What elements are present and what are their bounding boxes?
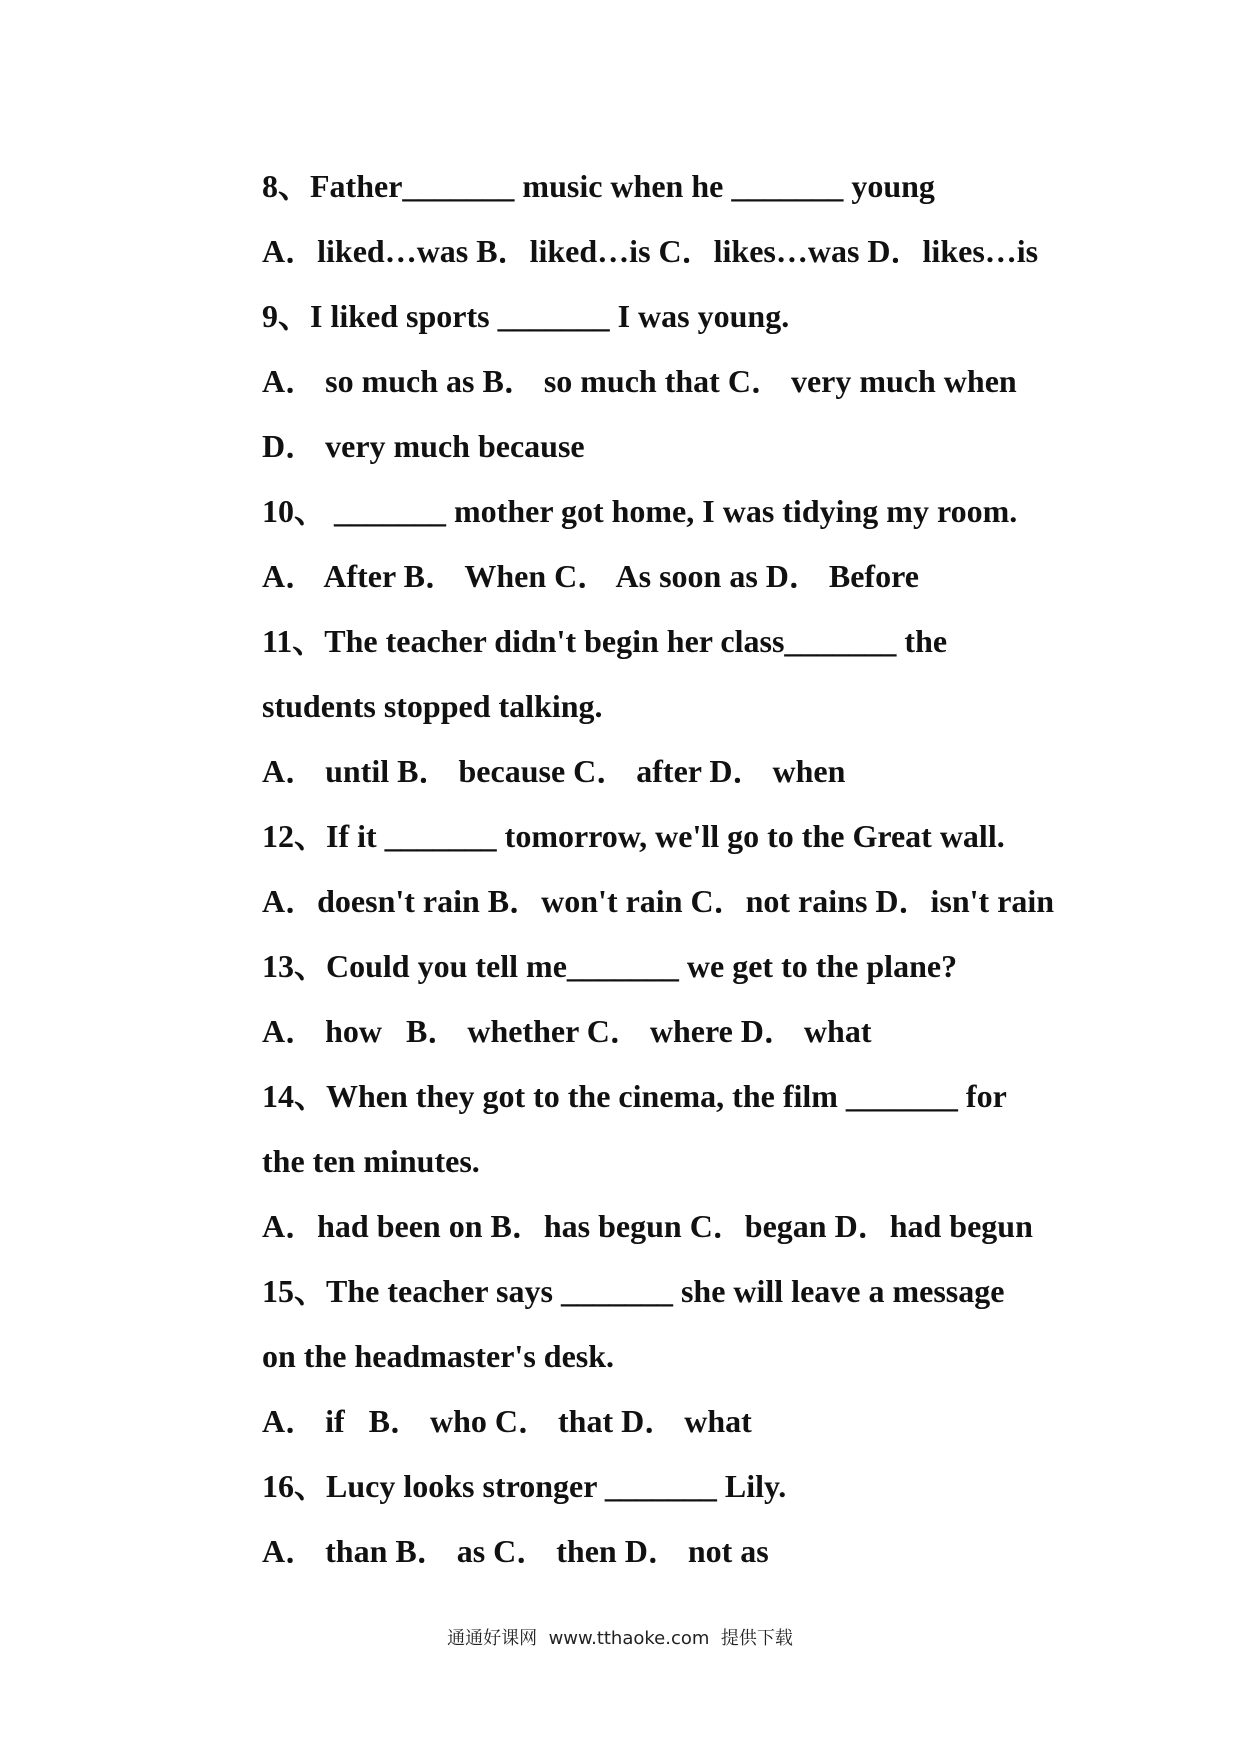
question-10-options: A． After B． When C． As soon as D． Before — [262, 558, 919, 594]
question-11-stem: 11、The teacher didn't begin her class_______ the — [262, 623, 948, 659]
question-15-options: A． if B． who C． that D． what — [262, 1403, 752, 1439]
question-16-options: A． than B． as C． then D． not as — [262, 1533, 769, 1569]
question-14-options: A．had been on B．has begun C．began D．had begun — [262, 1208, 1033, 1244]
question-13-stem: 13、Could you tell me_______ we get to the plane? — [262, 948, 958, 984]
question-8-options: A．liked…was B．liked…is C．likes…was D．likes…is — [262, 233, 1039, 269]
question-9-options-cont: D． very much because — [262, 428, 585, 464]
question-12-stem: 12、If it _______ tomorrow, we'll go to the Great wall. — [262, 818, 1005, 854]
question-16-stem: 16、Lucy looks stronger _______ Lily. — [262, 1468, 787, 1504]
question-11-options: A． until B． because C． after D． when — [262, 753, 846, 789]
question-9-options: A． so much as B． so much that C． very much when — [262, 363, 1017, 399]
question-9-stem: 9、I liked sports _______ I was young. — [262, 298, 790, 334]
question-12-options: A．doesn't rain B．won't rain C．not rains D．isn't rain — [262, 883, 1055, 919]
question-15-stem: 15、The teacher says _______ she will leave a message — [262, 1273, 1005, 1309]
question-15-stem-cont: on the headmaster's desk. — [262, 1338, 615, 1374]
question-14-stem: 14、When they got to the cinema, the film _______ for — [262, 1078, 1007, 1114]
page-footer: 通通好课网 www.tthaoke.com 提供下载 — [447, 1628, 793, 1649]
question-14-stem-cont: the ten minutes. — [262, 1143, 480, 1179]
question-list — [262, 160, 1122, 1590]
question-11-stem-cont: students stopped talking. — [262, 688, 603, 724]
question-10-stem: 10、 _______ mother got home, I was tidying my room. — [262, 493, 1018, 529]
question-13-options: A． how B． whether C． where D． what — [262, 1013, 872, 1049]
question-8-stem: 8、Father_______ music when he _______ young — [262, 168, 935, 204]
